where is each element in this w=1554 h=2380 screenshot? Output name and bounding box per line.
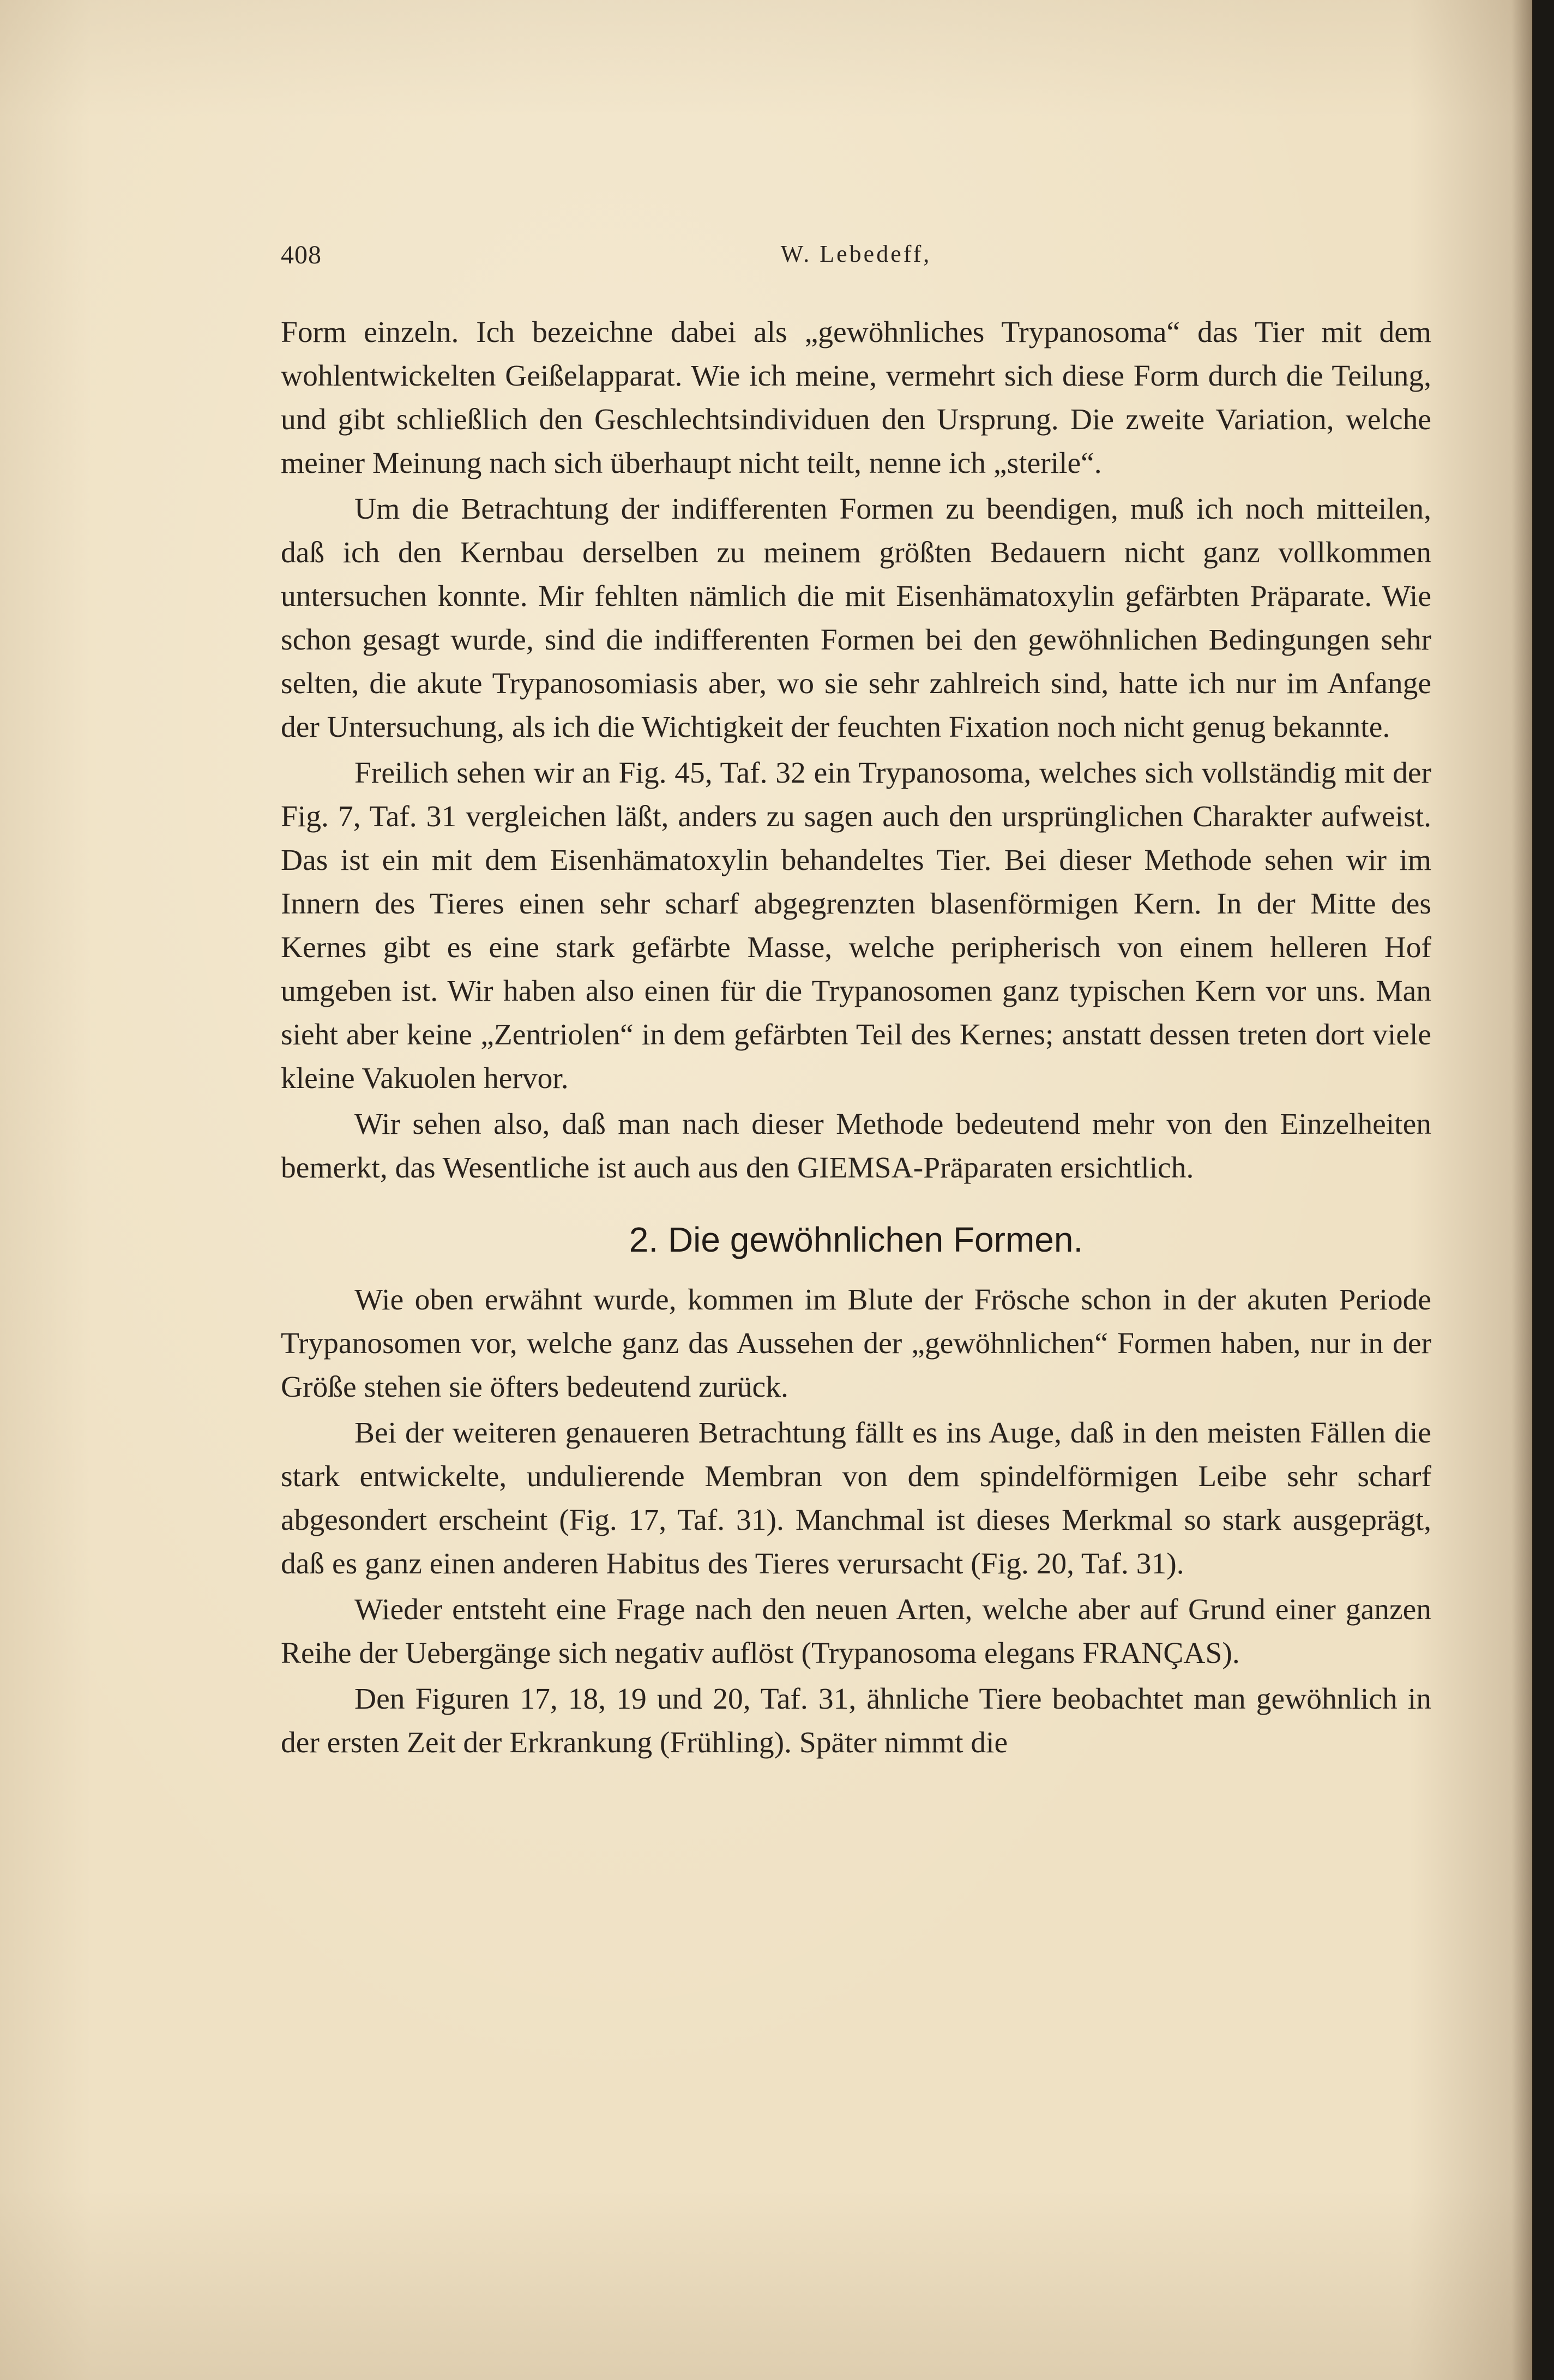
page-edge-shadow [1511,0,1533,2380]
body-text [281,311,1431,1767]
paragraph: Den Figuren 17, 18, 19 und 20, Taf. 31, ähnliche Tiere beobachtet man gewöhnlich in der ersten Zeit der Erkrankung (Frühling). Später nimmt die [281,1682,1431,1759]
paragraph: Freilich sehen wir an Fig. 45, Taf. 32 ein Trypanosoma, welches sich vollständig mit der Fig. 7, Taf. 31 vergleichen läßt, anders zu sagen auch den ursprünglichen Charakter aufweist. Das ist ein mit dem Eisenhämatoxylin behandeltes Tier. Bei dieser Methode sehen wir im Innern des Tieres einen sehr scharf abgegrenzten blasenförmigen Kern. In der Mitte des Kernes gibt es eine stark gefärbte Masse, welche peripherisch von einem helleren Hof umgeben ist. Wir haben also einen für die Trypanosomen ganz typischen Kern vor uns. Man sieht aber keine „Zentriolen“ in dem gefärbten Teil des Kernes; anstatt dessen treten dort viele kleine Vakuolen hervor. [281,756,1431,1095]
page-number: 408 [281,241,322,269]
paragraph: Form einzeln. Ich bezeichne dabei als „gewöhnliches Trypanosoma“ das Tier mit dem wohlentwickelten Geißelapparat. Wie ich meine, vermehrt sich diese Form durch die Teilung, und gibt schließlich den Geschlechtsindividuen den Ursprung. Die zweite Variation, welche meiner Meinung nach sich überhaupt nicht teilt, nenne ich „sterile“. [281,316,1431,480]
section-heading: 2. Die gewöhnlichen Formen. [629,1220,1083,1259]
paragraph: Wie oben erwähnt wurde, kommen im Blute der Frösche schon in der akuten Periode Trypanosomen vor, welche ganz das Aussehen der „gewöhnlichen“ Formen haben, nur in der Größe stehen sie öfters bedeutend zurück. [281,1283,1431,1404]
paragraph: Wir sehen also, daß man nach dieser Methode bedeutend mehr von den Einzelheiten bemerkt, das Wesentliche ist auch aus den GIEMSA-Präparaten ersichtlich. [281,1108,1431,1185]
paragraph: Um die Betrachtung der indifferenten Formen zu beendigen, muß ich noch mitteilen, daß ich den Kernbau derselben zu meinem größten Bedauern nicht ganz vollkommen untersuchen konnte. Mir fehlten nämlich die mit Eisenhämatoxylin gefärbten Präparate. Wie schon gesagt wurde, sind die indifferenten Formen bei den gewöhnlichen Bedingungen sehr selten, die akute Trypanosomiasis aber, wo sie sehr zahlreich sind, hatte ich nur im Anfange der Untersuchung, als ich die Wichtigkeit der feuchten Fixation noch nicht genug bekannte. [281,492,1431,744]
paragraph: Bei der weiteren genaueren Betrachtung fällt es ins Auge, daß in den meisten Fällen die stark entwickelte, undulierende Membran von dem spindelförmigen Leibe sehr scharf abgesondert erscheint (Fig. 17, Taf. 31). Manchmal ist dieses Merkmal so stark ausgeprägt, daß es ganz einen anderen Habitus des Tieres verursacht (Fig. 20, Taf. 31). [281,1416,1431,1580]
page-header [281,240,1431,284]
paragraph: Wieder entsteht eine Frage nach den neuen Arten, welche aber auf Grund einer ganzen Reihe der Uebergänge sich negativ auflöst (Trypanosoma elegans FRANÇAS). [281,1593,1431,1670]
running-head-author: W. Lebedeff, [780,241,932,267]
